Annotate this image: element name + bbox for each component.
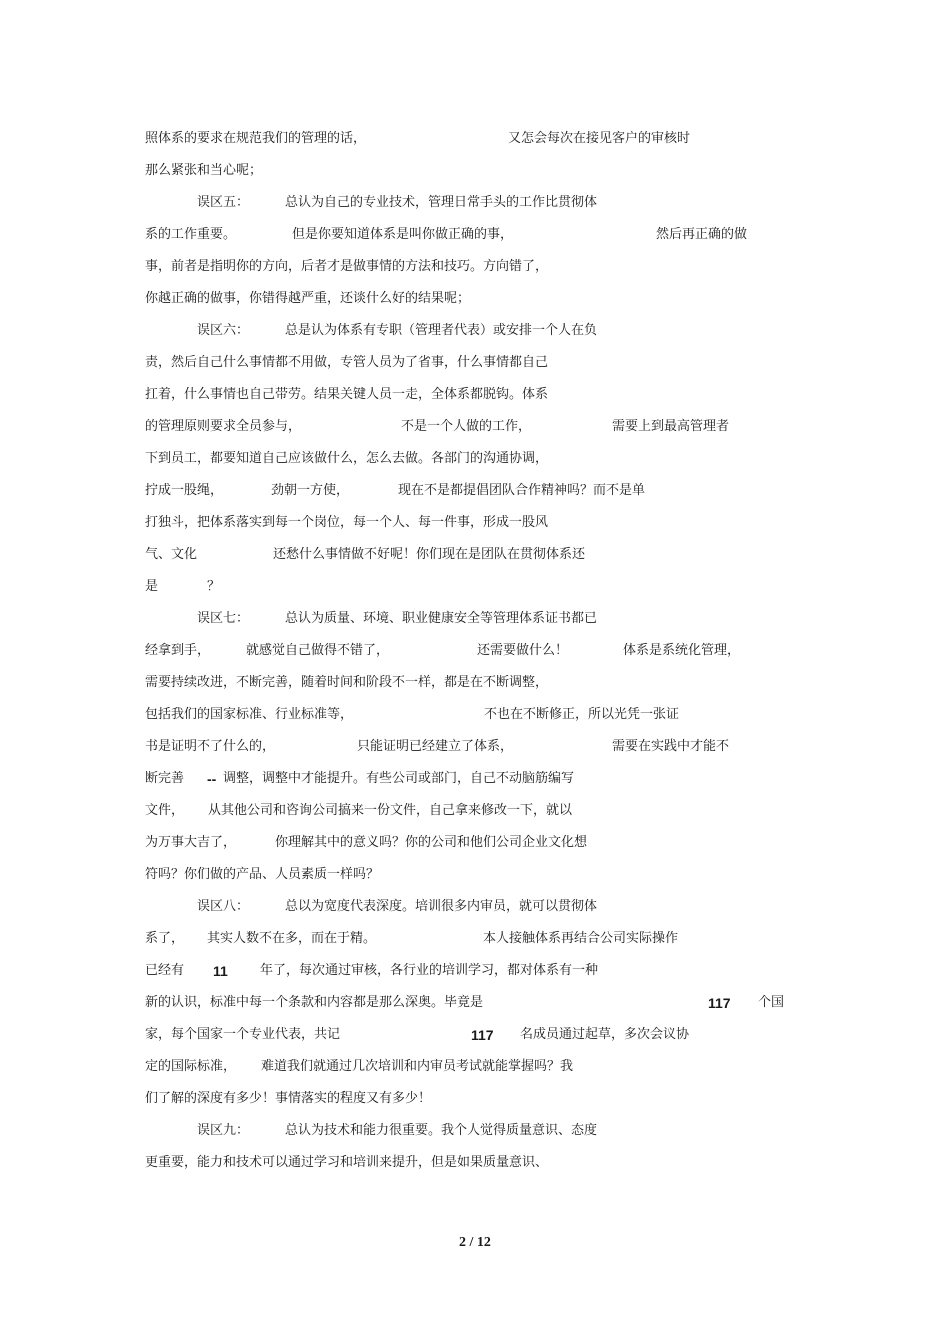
text-segment: 那么紧张和当心呢； bbox=[145, 163, 263, 178]
text-segment: 就感觉自己做得不错了， bbox=[246, 643, 390, 658]
text-segment: 误区五： bbox=[197, 195, 250, 210]
text-segment: 已经有 bbox=[145, 963, 185, 978]
text-segment: 责，然后自己什么事情都不用做，专管人员为了省事，什么事情都自己 bbox=[145, 355, 549, 370]
text-segment: 总是认为体系有专职（管理者代表）或安排一个人在负 bbox=[285, 323, 598, 338]
text-segment: 打独斗，把体系落实到每一个岗位，每一个人、每一件事，形成一股风 bbox=[145, 515, 549, 530]
text-segment: 的管理原则要求全员参与， bbox=[145, 419, 302, 434]
text-segment: 个国 bbox=[758, 995, 785, 1010]
text-segment: 气、文化 bbox=[145, 547, 198, 562]
text-segment: 总认为技术和能力很重要。我个人觉得质量意识、态度 bbox=[285, 1123, 598, 1138]
text-segment: 你理解其中的意义吗？你的公司和他们公司企业文化想 bbox=[275, 835, 588, 850]
text-segment: 其实人数不在多，而在于精。 bbox=[207, 931, 377, 946]
text-segment: 事，前者是指明你的方向，后者才是做事情的方法和技巧。方向错了， bbox=[145, 259, 549, 274]
text-segment: 本人接触体系再结合公司实际操作 bbox=[483, 931, 679, 946]
text-segment: 劲朝一方使， bbox=[271, 483, 350, 498]
text-segment: 不也在不断修正，所以光凭一张证 bbox=[484, 707, 680, 722]
text-segment: 误区七： bbox=[197, 611, 250, 626]
text-segment: 还需要做什么！ bbox=[477, 643, 569, 658]
text-segment: 117 bbox=[708, 995, 731, 1011]
text-segment: 经拿到手， bbox=[145, 643, 211, 658]
text-segment: 11 bbox=[213, 963, 228, 979]
text-segment: 们了解的深度有多少！事情落实的程度又有多少！ bbox=[145, 1091, 432, 1106]
text-segment: 为万事大吉了， bbox=[145, 835, 237, 850]
text-segment: ？ bbox=[207, 579, 221, 594]
text-segment: 需要在实践中才能不 bbox=[612, 739, 730, 754]
text-segment: 新的认识，标准中每一个条款和内容都是那么深奥。毕竟是 bbox=[145, 995, 484, 1010]
text-segment: 还愁什么事情做不好呢！你们现在是团队在贯彻体系还 bbox=[273, 547, 586, 562]
text-segment: 难道我们就通过几次培训和内审员考试就能掌握吗？我 bbox=[261, 1059, 574, 1074]
text-segment: 系的工作重要。 bbox=[145, 227, 237, 242]
text-segment: 需要持续改进，不断完善，随着时间和阶段不一样，都是在不断调整， bbox=[145, 675, 549, 690]
text-segment: 总认为质量、环境、职业健康安全等管理体系证书都已 bbox=[285, 611, 598, 626]
text-segment: -- bbox=[207, 771, 217, 787]
text-segment: 包括我们的国家标准、行业标准等， bbox=[145, 707, 354, 722]
text-segment: 误区九： bbox=[197, 1123, 250, 1138]
text-segment: 你越正确的做事，你错得越严重，还谈什么好的结果呢； bbox=[145, 291, 471, 306]
text-segment: 年了，每次通过审核，各行业的培训学习，都对体系有一种 bbox=[260, 963, 599, 978]
text-segment: 然后再正确的做 bbox=[656, 227, 748, 242]
text-segment: 系了， bbox=[145, 931, 185, 946]
text-segment: 总认为自己的专业技术，管理日常手头的工作比贯彻体 bbox=[285, 195, 598, 210]
text-segment: 调整，调整中才能提升。有些公司或部门，自己不动脑筋编写 bbox=[223, 771, 575, 786]
text-segment: 下到员工，都要知道自己应该做什么，怎么去做。各部门的沟通协调， bbox=[145, 451, 549, 466]
text-segment: 总以为宽度代表深度。培训很多内审员，就可以贯彻体 bbox=[285, 899, 598, 914]
text-segment: 不是一个人做的工作， bbox=[401, 419, 532, 434]
text-segment: 又怎会每次在接见客户的审核时 bbox=[508, 131, 691, 146]
text-segment: 文件， bbox=[145, 803, 185, 818]
page-number: 2 / 12 bbox=[459, 1235, 491, 1250]
text-segment: 误区八： bbox=[197, 899, 250, 914]
text-segment: 现在不是都提倡团队合作精神吗？而不是单 bbox=[398, 483, 646, 498]
text-segment: 家，每个国家一个专业代表，共记 bbox=[145, 1027, 341, 1042]
text-segment: 定的国际标准， bbox=[145, 1059, 237, 1074]
text-segment: 需要上到最高管理者 bbox=[612, 419, 730, 434]
text-segment: 照体系的要求在规范我们的管理的话， bbox=[145, 131, 367, 146]
text-segment: 名成员通过起草，多次会议协 bbox=[520, 1027, 690, 1042]
text-segment: 体系是系统化管理， bbox=[623, 643, 741, 658]
text-segment: 书是证明不了什么的， bbox=[145, 739, 276, 754]
text-segment: 扛着，什么事情也自己带劳。结果关键人员一走，全体系都脱钩。体系 bbox=[145, 387, 549, 402]
text-segment: 误区六： bbox=[197, 323, 250, 338]
text-segment: 拧成一股绳， bbox=[145, 483, 224, 498]
text-segment: 断完善 bbox=[145, 771, 185, 786]
text-segment: 但是你要知道体系是叫你做正确的事， bbox=[292, 227, 514, 242]
text-segment: 117 bbox=[471, 1027, 494, 1043]
text-segment: 是 bbox=[145, 579, 159, 594]
text-segment: 更重要，能力和技术可以通过学习和培训来提升，但是如果质量意识、 bbox=[145, 1155, 549, 1170]
text-segment: 只能证明已经建立了体系， bbox=[357, 739, 514, 754]
text-segment: 从其他公司和咨询公司搞来一份文件，自己拿来修改一下，就以 bbox=[208, 803, 573, 818]
text-segment: 符吗？你们做的产品、人员素质一样吗？ bbox=[145, 867, 380, 882]
